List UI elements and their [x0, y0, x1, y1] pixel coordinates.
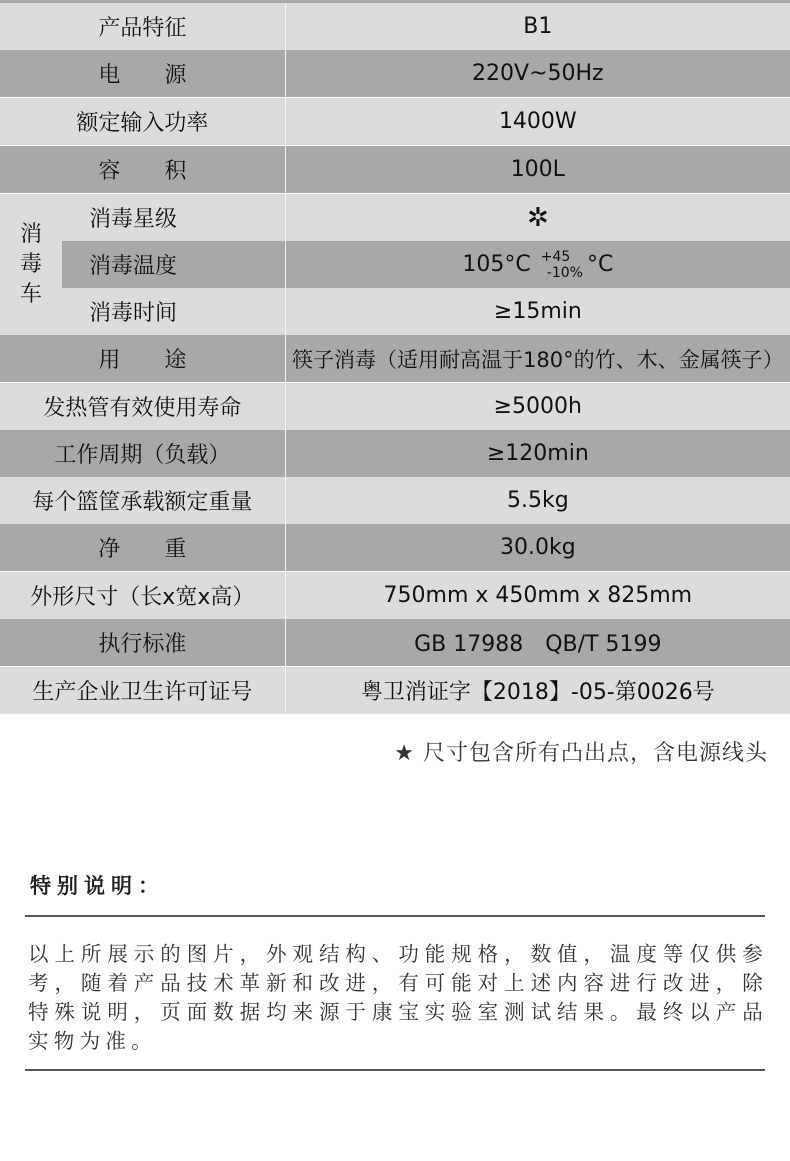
row-label: 容 积 [98, 159, 187, 184]
row-value: 筷子消毒（适用耐高温于180°的竹、木、金属筷子） [285, 335, 790, 382]
group-label-char: 毒 [19, 251, 42, 277]
row-value: B1 [285, 3, 790, 50]
row-label: 净 重 [98, 537, 187, 562]
row-heating-tube-life [0, 383, 790, 430]
row-value: GB 17988 QB/T 5199 [285, 619, 790, 666]
row-value: 220V~50Hz [285, 50, 790, 97]
temperature-unit: °C [586, 252, 614, 277]
row-standard [0, 619, 790, 666]
row-work-cycle [0, 430, 790, 477]
row-label: 发热管有效使用寿命 [43, 396, 242, 421]
divider [25, 1069, 765, 1071]
row-power-supply [0, 50, 790, 97]
row-net-weight [0, 524, 790, 571]
row-label: 消毒星级 [89, 207, 178, 232]
temperature-tolerance [540, 248, 583, 281]
row-label: 消毒时间 [89, 301, 178, 326]
row-value [285, 241, 790, 288]
disinfection-group [0, 194, 790, 335]
tolerance-minus: -10% [546, 264, 583, 281]
row-usage [0, 335, 790, 382]
row-label: 生产企业卫生许可证号 [32, 680, 253, 705]
row-label: 工作周期（负载） [54, 443, 231, 468]
row-label: 外形尺寸（长x宽x高） [30, 585, 255, 610]
row-label: 执行标准 [98, 632, 187, 657]
row-value: 粤卫消证字【2018】-05-第0026号 [285, 667, 790, 714]
group-label-char: 车 [19, 281, 42, 307]
row-disinfection-temperature [62, 241, 790, 288]
divider [25, 915, 765, 917]
row-volume [0, 146, 790, 193]
special-notice-text: 以上所展示的图片，外观结构、功能规格，数值，温度等仅供参考，随着产品技术革新和改进，有可能对上述内容进行改进，除特殊说明，页面数据均来源于康宝实验室测试结果。最终以产品实物为准。 [28, 942, 768, 1053]
row-label: 电 源 [98, 63, 187, 88]
row-value: ≥5000h [285, 383, 790, 430]
row-value: 100L [285, 146, 790, 193]
special-notice-title: 特别说明： [30, 874, 165, 898]
row-value: 30.0kg [285, 524, 790, 571]
row-disinfection-time [62, 288, 790, 335]
row-rated-power [0, 98, 790, 145]
row-value: 1400W [285, 98, 790, 145]
row-hygiene-license [0, 667, 790, 714]
row-value: 750mm x 450mm x 825mm [285, 572, 790, 619]
row-dimensions [0, 572, 790, 619]
row-label: 产品特征 [98, 16, 187, 41]
group-label-char: 消 [19, 221, 42, 247]
row-value [285, 194, 790, 241]
star-icon: ✲ [526, 202, 549, 233]
row-label: 用 途 [98, 348, 187, 373]
row-value: 5.5kg [285, 477, 790, 524]
row-label: 额定输入功率 [76, 111, 209, 136]
row-value: ≥15min [285, 288, 790, 335]
group-label [0, 194, 63, 335]
row-label: 每个篮筐承载额定重量 [32, 490, 253, 515]
tolerance-plus: +45 [540, 248, 571, 265]
row-disinfection-rating [62, 194, 790, 241]
row-product-feature [0, 3, 790, 50]
row-value: ≥120min [285, 430, 790, 477]
temperature-value: 105°C [462, 252, 531, 277]
dimension-note: ★ 尺寸包含所有凸出点，含电源线头 [394, 741, 768, 766]
row-basket-load [0, 477, 790, 524]
row-label: 消毒温度 [89, 254, 178, 279]
